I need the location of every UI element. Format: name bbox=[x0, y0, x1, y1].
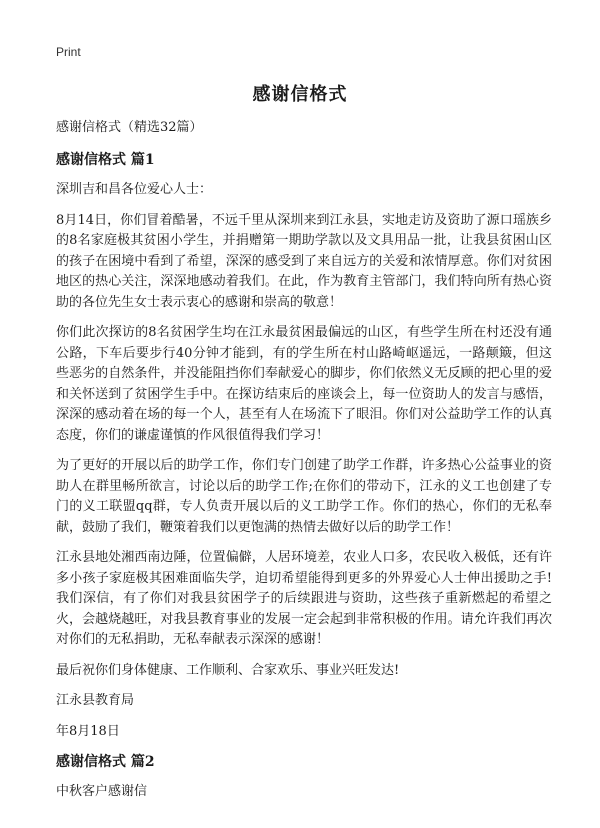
paragraph: 为了更好的开展以后的助学工作，你们专门创建了助学工作群，许多热心公益事业的资助人在群里畅所欲言，讨论以后的助学工作;在你们的带动下，江永的义工也创建了专门的义工联盟qq群，专人负责开展以后的义工助学工作。你们的热心，你们的无私奉献，鼓励了我们，鞭策着我们以更饱满的热情去做好以后的助学工作！ bbox=[56, 458, 552, 535]
closing-wish: 最后祝你们身体健康、工作顺利、合家欢乐、事业兴旺发达! bbox=[56, 662, 400, 678]
greeting: 深圳吉和昌各位爱心人士： bbox=[56, 182, 213, 197]
document-body bbox=[56, 118, 552, 813]
page-title: 感谢信格式 bbox=[252, 84, 348, 105]
print-label[interactable]: Print bbox=[56, 45, 81, 59]
section-heading: 感谢信格式 篇2 bbox=[56, 754, 155, 770]
paragraph: 你们此次探访的8名贫困学生均在江永最贫困最偏远的山区，有些学生所在村还没有通公路，下车后要步行40分钟才能到，有的学生所在村山路崎岖遥远，一路颠簸，但这些恶劣的自然条件，并没能阻挡你们奉献爱心的脚步，你们依然义无反顾的把心里的爱和关怀送到了贫困学生手中。在探访结束后的座谈会上，每一位资助人的发言与感悟，深深的感动着在场的每一个人，甚至有人在场流下了眼泪。你们对公益助学工作的认真态度，你们的谦虚谨慎的作风很值得我们学习！ bbox=[56, 325, 552, 443]
paragraph: 8月14日，你们冒着酷暑，不远千里从深圳来到江永县，实地走访及资助了源口瑶族乡的8名家庭极其贫困小学生，并捐赠第一期助学款以及文具用品一批，让我县贫困山区的孩子在困境中看到了希望，深深的感受到了来自远方的关爱和浓情厚意。你们对贫困地区的热心关注，深深地感动着我们。在此，作为教育主管部门，我们特向所有热心资助的各位先生女士表示衷心的感谢和崇高的敬意！ bbox=[56, 212, 552, 310]
paragraph: 中秋客户感谢信 bbox=[56, 784, 148, 799]
section-2 bbox=[56, 752, 552, 803]
signature: 江永县教育局 bbox=[56, 693, 135, 708]
section-1 bbox=[56, 150, 552, 742]
document-subtitle: 感谢信格式（精选32篇） bbox=[56, 120, 203, 135]
paragraph: 江永县地处湘西南边陲，位置偏僻，人居环境差，农业人口多，农民收入极低，还有许多小孩子家庭极其困难面临失学，迫切希望能得到更多的外界爱心人士伸出援助之手!我们深信，有了你们对我县贫困学子的后续跟进与资助，这些孩子重新燃起的希望之火，会越烧越旺，对我县教育事业的发展一定会起到非常积极的作用。请允许我们再次对你们的无私捐助，无私奉献表示深深的感谢！ bbox=[56, 550, 552, 647]
date: 年8月18日 bbox=[56, 723, 120, 739]
section-heading: 感谢信格式 篇1 bbox=[56, 152, 155, 168]
